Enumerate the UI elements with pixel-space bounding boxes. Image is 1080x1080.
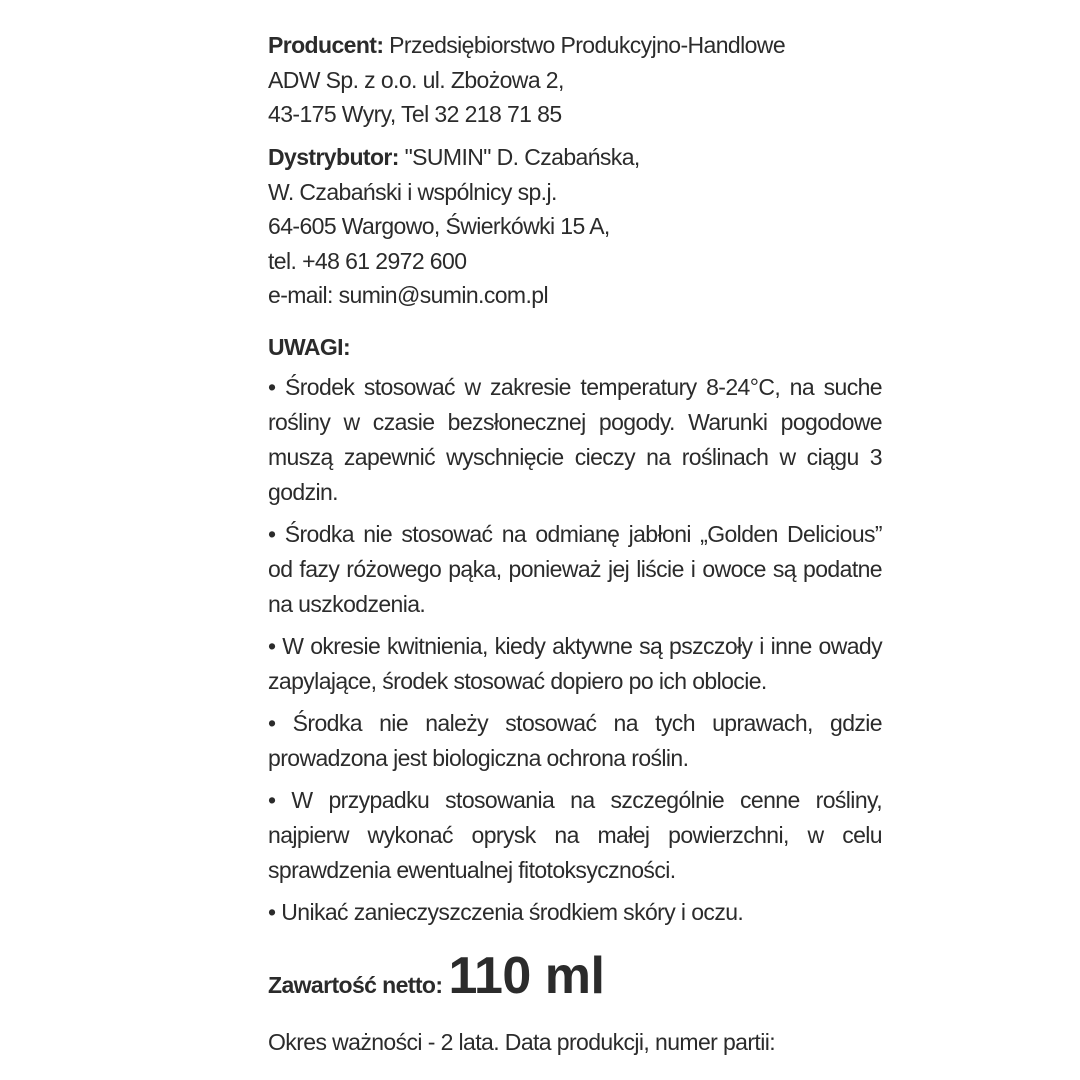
- producer-label: Producent:: [268, 32, 384, 58]
- warnings-heading: UWAGI:: [268, 334, 350, 360]
- distributor-line-2: W. Czabański i wspólnicy sp.j.: [268, 178, 557, 205]
- distributor-label: Dystrybutor:: [268, 144, 399, 170]
- producer-block: [268, 28, 882, 132]
- producer-company: Przedsiębiorstwo Produkcyjno-Handlowe: [383, 32, 786, 58]
- warning-item: • W okresie kwitnienia, kiedy aktywne są pszczoły i inne owady zapylające, środek stosować dopiero po ich oblocie.: [268, 633, 882, 694]
- warning-item: • Środka nie należy stosować na tych uprawach, gdzie prowadzona jest biologiczna ochrona roślin.: [268, 710, 882, 771]
- producer-line-3: 43-175 Wyry, Tel 32 218 71 85: [268, 101, 562, 127]
- distributor-line-3: 64-605 Wargowo, Świerkówki 15 A,: [268, 213, 610, 239]
- expiry-note: Okres ważności - 2 lata. Data produkcji, numer partii:: [268, 1029, 776, 1055]
- net-content: [268, 946, 604, 1006]
- distributor-company: "SUMIN" D. Czabańska,: [398, 144, 640, 170]
- warning-item: • W przypadku stosowania na szczególnie cenne rośliny, najpierw wykonać oprysk na małej powierzchni, w celu sprawdzenia ewentualnej fitotoksyczności.: [268, 787, 882, 883]
- producer-line-2: ADW Sp. z o.o. ul. Zbożowa 2,: [268, 66, 564, 93]
- warning-item: • Unikać zanieczyszczenia środkiem skóry i oczu.: [268, 899, 744, 925]
- warning-item: • Środek stosować w zakresie temperatury 8-24°C, na suche rośliny w czasie bezsłonecznej pogody. Warunki pogodowe muszą zapewnić wyschnięcie cieczy na roślinach w ciągu 3 godzin.: [268, 374, 882, 505]
- distributor-block: [268, 140, 882, 313]
- net-content-value: 110 ml: [448, 947, 605, 1005]
- distributor-line-4: tel. +48 61 2972 600: [268, 247, 467, 274]
- warning-item: • Środka nie stosować na odmianę jabłoni „Golden Delicious” od fazy różowego pąka, ponieważ jej liście i owoce są podatne na uszkodzenia.: [268, 521, 882, 617]
- net-content-label: Zawartość netto:: [268, 972, 443, 998]
- producer-line-1: [268, 28, 882, 63]
- distributor-line-1: [268, 140, 882, 175]
- distributor-email: e-mail: sumin@sumin.com.pl: [268, 282, 548, 308]
